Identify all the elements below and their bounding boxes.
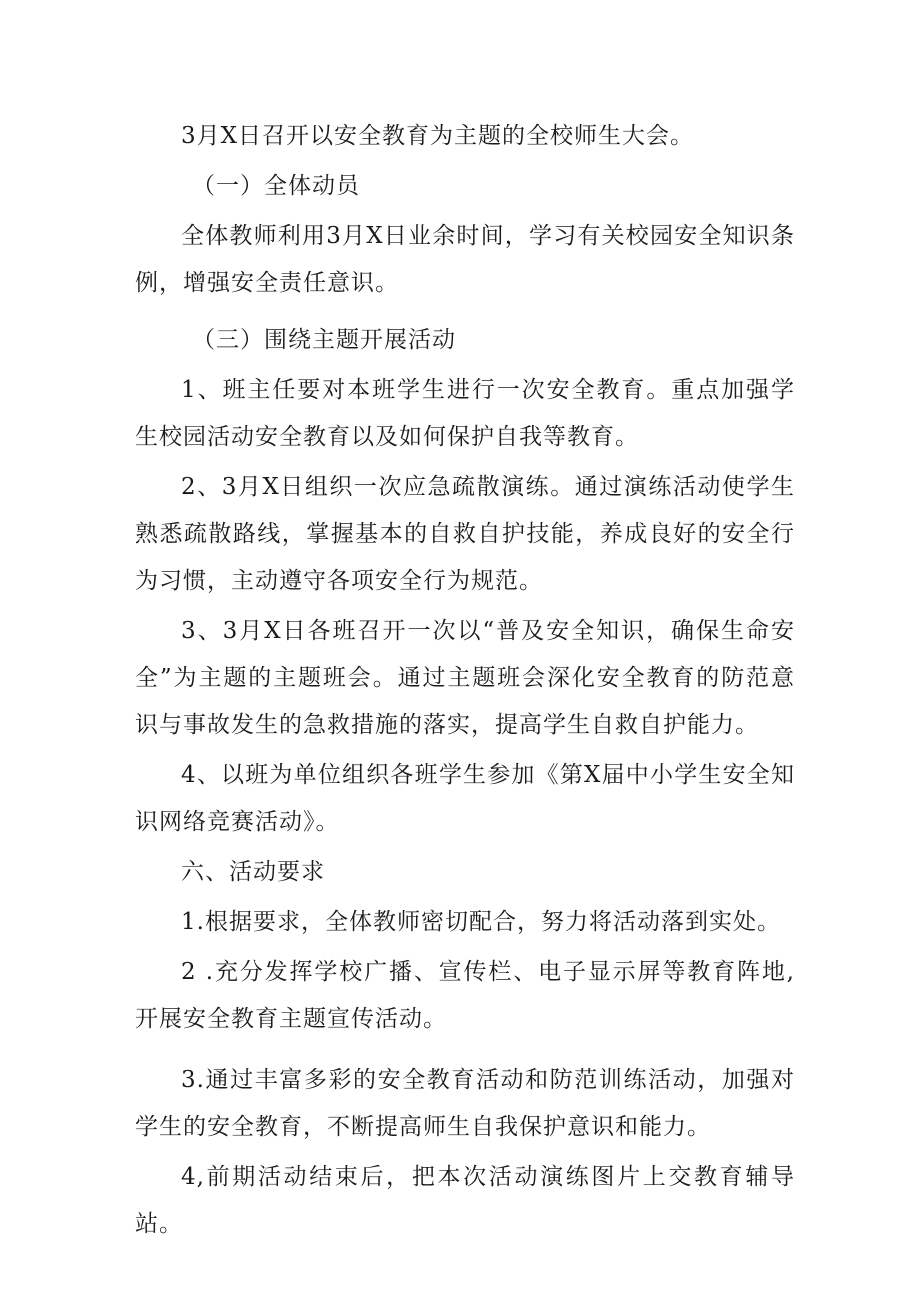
paragraph-teacher-study: 全体教师利用3月X日业余时间，学习有关校园安全知识条例，增强安全责任意识。 — [135, 223, 795, 296]
paragraph-item-4: 4、以班为单位组织各班学生参加《第X届中小学生安全知识网络竞赛活动》。 — [135, 762, 795, 835]
paragraph-meeting: 3月X日召开以安全教育为主题的全校师生大会。 — [181, 123, 695, 149]
paragraph-requirement-2: 2 .充分发挥学校广播、宣传栏、电子显示屏等教育阵地,开展安全教育主题宣传活动。 — [135, 959, 795, 1032]
section-heading-activities: （三）围绕主题开展活动 — [192, 327, 456, 353]
section-heading-requirements: 六、活动要求 — [181, 859, 325, 885]
paragraph-item-2: 2、3月X日组织一次应急疏散演练。通过演练活动使学生熟悉疏散路线，掌握基本的自救自护技能，养成良好的安全行为习惯，主动遵守各项安全行为规范。 — [135, 474, 795, 594]
section-heading-mobilization: （一）全体动员 — [192, 173, 360, 199]
paragraph-requirement-4: 4,前期活动结束后，把本次活动演练图片上交教育辅导站。 — [135, 1164, 795, 1237]
paragraph-requirement-3: 3.通过丰富多彩的安全教育活动和防范训练活动，加强对学生的安全教育，不断提高师生自我保护意识和能力。 — [135, 1067, 795, 1140]
paragraph-item-1: 1、班主任要对本班学生进行一次安全教育。重点加强学生校园活动安全教育以及如何保护自我等教育。 — [135, 377, 795, 450]
paragraph-item-3: 3、3月X日各班召开一次以“普及安全知识，确保生命安全”为主题的主题班会。通过主题班会深化安全教育的防范意识与事故发生的急救措施的落实，提高学生自救自护能力。 — [135, 618, 795, 738]
paragraph-requirement-1: 1.根据要求，全体教师密切配合，努力将活动落到实处。 — [181, 909, 781, 935]
